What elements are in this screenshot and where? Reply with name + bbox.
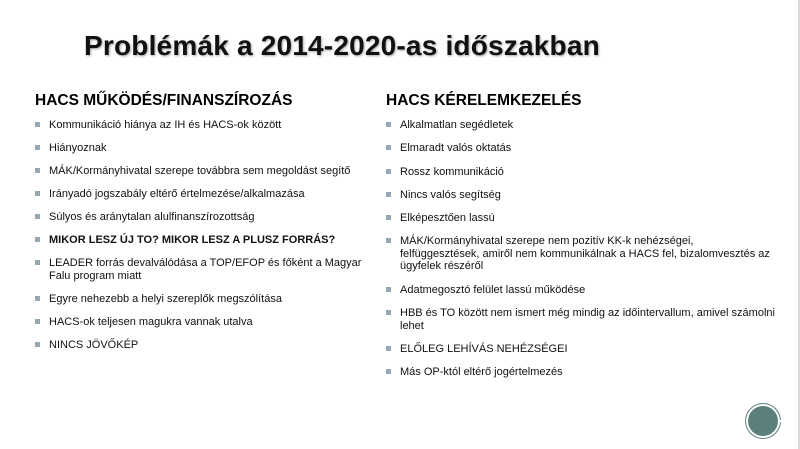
bullet-icon: [386, 122, 391, 127]
list-item: Hiányoznak: [35, 142, 365, 155]
list-item: Más OP-któl eltérő jogértelmezés: [386, 366, 776, 379]
bullet-icon: [35, 191, 40, 196]
list-item: MIKOR LESZ ÚJ TO? MIKOR LESZ A PLUSZ FORRÁS?: [35, 234, 365, 247]
left-heading: HACS MŰKÖDÉS/FINANSZÍROZÁS: [35, 92, 293, 109]
left-column: [35, 92, 365, 362]
bullet-icon: [386, 346, 391, 351]
bullet-icon: [35, 319, 40, 324]
list-item: Rossz kommunikáció: [386, 166, 776, 179]
bullet-icon: [386, 287, 391, 292]
list-item: LEADER forrás devalválódása a TOP/EFOP és főként a Magyar Falu program miatt: [35, 257, 365, 282]
slide-nav-button[interactable]: [748, 406, 778, 436]
bullet-icon: [386, 238, 391, 243]
list-item: Egyre nehezebb a helyi szereplők megszólítása: [35, 293, 365, 306]
bullet-icon: [386, 169, 391, 174]
bullet-icon: [35, 296, 40, 301]
list-item: Alkalmatlan segédletek: [386, 119, 776, 132]
slide-title: Problémák a 2014-2020-as időszakban: [84, 30, 600, 61]
bullet-icon: [35, 214, 40, 219]
list-item: HACS-ok teljesen magukra vannak utalva: [35, 316, 365, 329]
right-column: [386, 92, 776, 389]
bullet-icon: [35, 260, 40, 265]
bullet-icon: [35, 122, 40, 127]
list-item: Elképesztően lassú: [386, 212, 776, 225]
bullet-icon: [386, 310, 391, 315]
left-list: [35, 119, 365, 351]
list-item: ELŐLEG LEHÍVÁS NEHÉZSÉGEI: [386, 343, 776, 356]
bullet-icon: [35, 342, 40, 347]
bullet-icon: [35, 168, 40, 173]
bullet-icon: [386, 369, 391, 374]
list-item: Súlyos és aránytalan alulfinanszírozottság: [35, 211, 365, 224]
bullet-icon: [386, 145, 391, 150]
bullet-icon: [35, 145, 40, 150]
bullet-icon: [386, 215, 391, 220]
bullet-icon: [35, 237, 40, 242]
list-item: NINCS JÖVŐKÉP: [35, 339, 365, 352]
list-item: Adatmegosztó felület lassú működése: [386, 284, 776, 297]
bullet-icon: [386, 192, 391, 197]
list-item: MÁK/Kormányhivatal szerepe nem pozitív KK-k nehézségei, felfüggesztések, amiről nem kommunikálnak a HACS fel, bizalomvesztés az ügyfelek részéről: [386, 235, 776, 273]
list-item: Kommunikáció hiánya az IH és HACS-ok között: [35, 119, 365, 132]
right-list: [386, 119, 776, 379]
right-heading: HACS KÉRELEMKEZELÉS: [386, 92, 582, 109]
list-item: HBB és TO között nem ismert még mindig az időintervallum, amivel számolni lehet: [386, 307, 776, 332]
list-item: Nincs valós segítség: [386, 189, 776, 202]
list-item: Elmaradt valós oktatás: [386, 142, 776, 155]
list-item: Irányadó jogszabály eltérő értelmezése/alkalmazása: [35, 188, 365, 201]
nav-line-icon: [779, 420, 787, 422]
list-item: MÁK/Kormányhivatal szerepe továbbra sem megoldást segítő: [35, 165, 365, 178]
